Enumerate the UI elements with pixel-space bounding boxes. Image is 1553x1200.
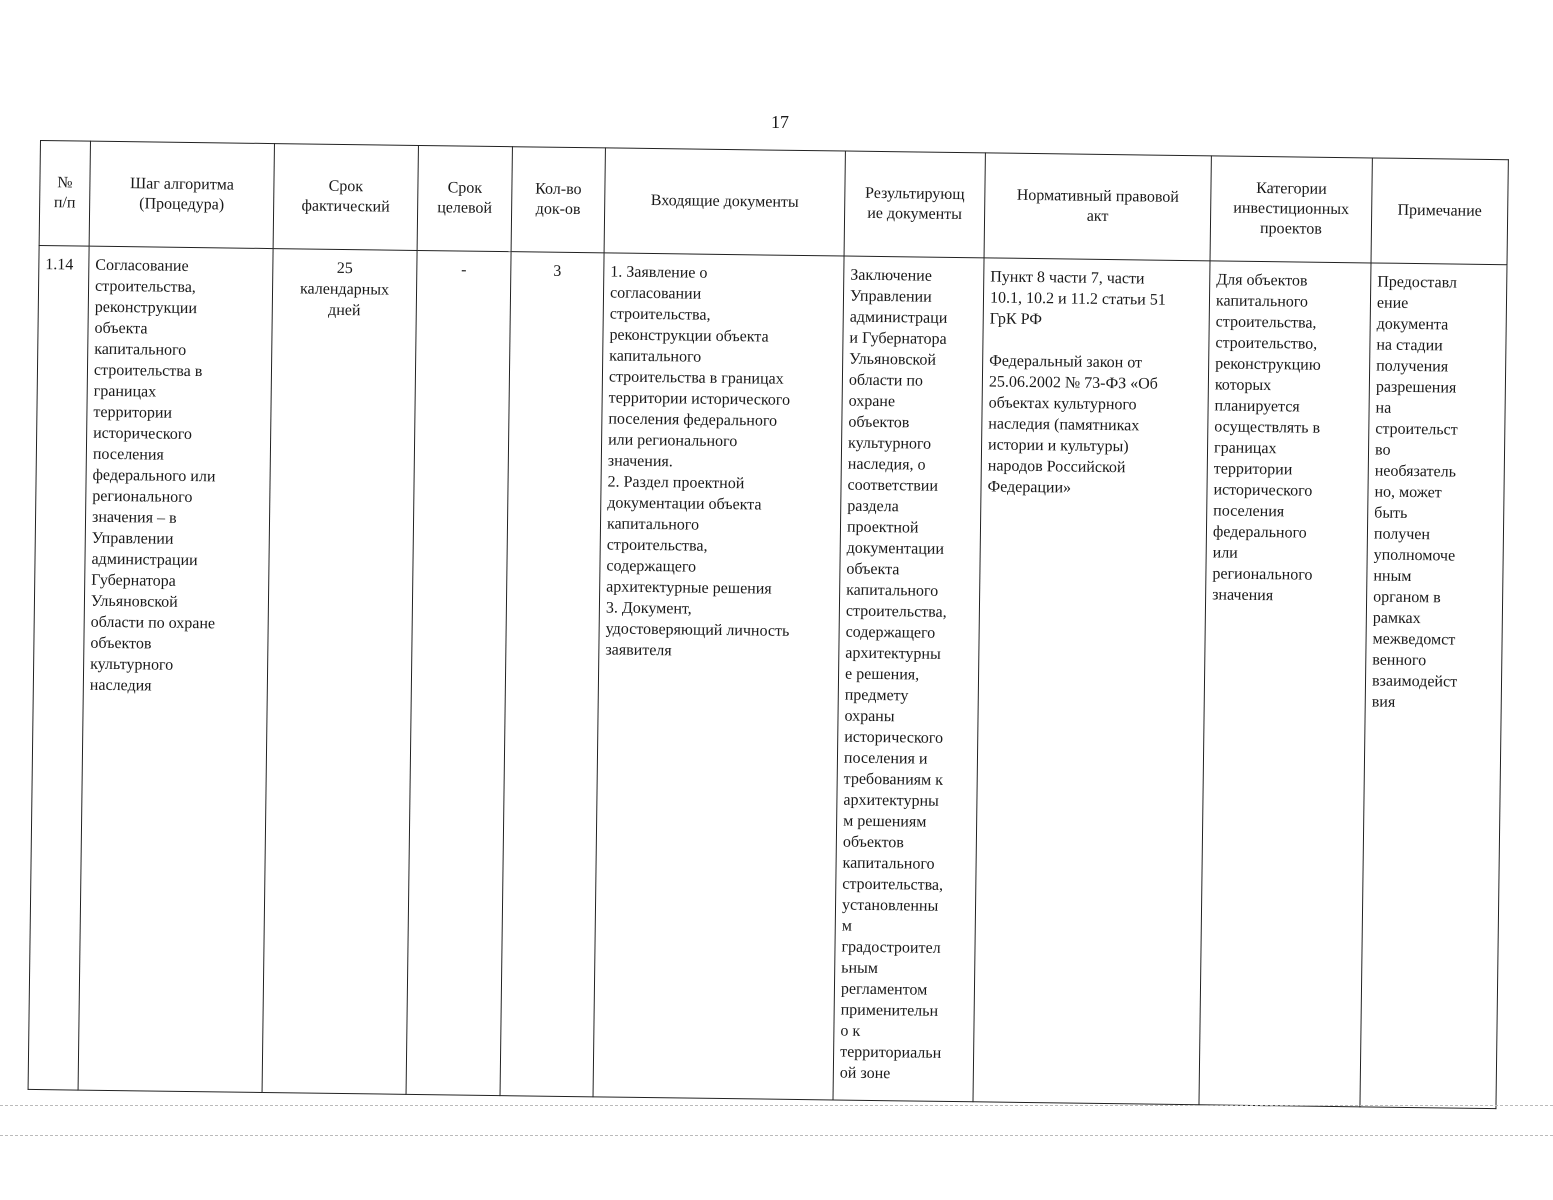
table-header-row	[39, 141, 1508, 265]
header-step: Шаг алгоритма (Процедура)	[89, 141, 274, 248]
header-doc-count: Кол-во док-ов	[511, 147, 605, 253]
cell-term-actual: 25 календарных дней	[262, 249, 417, 1095]
header-incoming-docs: Входящие документы	[604, 148, 845, 256]
cell-legal-act: Пункт 8 части 7, части 10.1, 10.2 и 11.2 статьи 51 ГрК РФ Федеральный закон от 25.06.2002 № 73-ФЗ «Об объектах культурного наследия (памятниках истории и культуры) народов Российской Федерации»	[973, 258, 1210, 1105]
cell-doc-count: 3	[500, 252, 604, 1097]
procedure-table	[28, 140, 1508, 1109]
header-categories: Категории инвестиционных проектов	[1210, 156, 1372, 263]
header-number: № п/п	[39, 141, 90, 247]
header-term-target: Срок целевой	[417, 145, 512, 251]
scan-artifact-line	[0, 1105, 1553, 1107]
cell-incoming-docs: 1. Заявление о согласовании строительства, реконструкции объекта капитального строительства в границах территории исторического поселения федерального или регионального значения. 2. Раздел проектной документации объекта капитального строительства, содержащего архитектурные решения 3. Документ, удостоверяющий личность заявителя	[593, 253, 844, 1100]
table-row	[28, 245, 1507, 1108]
scan-artifact-line	[0, 1135, 1553, 1137]
header-result-docs: Результирующ ие документы	[844, 151, 985, 258]
cell-note: Предоставл ение документа на стадии получения разрешения на строительст во необязатель но, может быть получен уполномоче нным органом в рамках межведомст венного взаимодейст вия	[1360, 263, 1507, 1109]
cell-step: Согласование строительства, реконструкции объекта капитального строительства в границах территории исторического поселения федерального или регионального значения – в Управлении администрации Губернатора Ульяновской области по охране объектов культурного наследия	[78, 246, 273, 1092]
cell-result-docs: Заключение Управлении администраци и Губернатора Ульяновской области по охране объектов культурного наследия, о соответствии раздела проектной документации объекта капитального строительства, содержащего архитектурны е решения, предмету охраны исторического поселения и требованиям к архитектурны м решениям объектов капитального строительства, установленны м градостроител ьным регламентом применительн о к территориальн ой зоне	[833, 256, 984, 1102]
header-term-actual: Срок фактический	[273, 144, 418, 251]
cell-number: 1.14	[28, 245, 89, 1090]
cell-term-target: -	[406, 250, 511, 1095]
header-legal-act: Нормативный правовой акт	[984, 153, 1211, 261]
cell-categories: Для объектов капитального строительства, строительство, реконструкцию которых планируется осуществлять в границах территории исторического поселения федерального или регионального значения	[1199, 261, 1371, 1107]
page-number: 17	[771, 112, 789, 132]
header-note: Примечание	[1371, 158, 1508, 265]
